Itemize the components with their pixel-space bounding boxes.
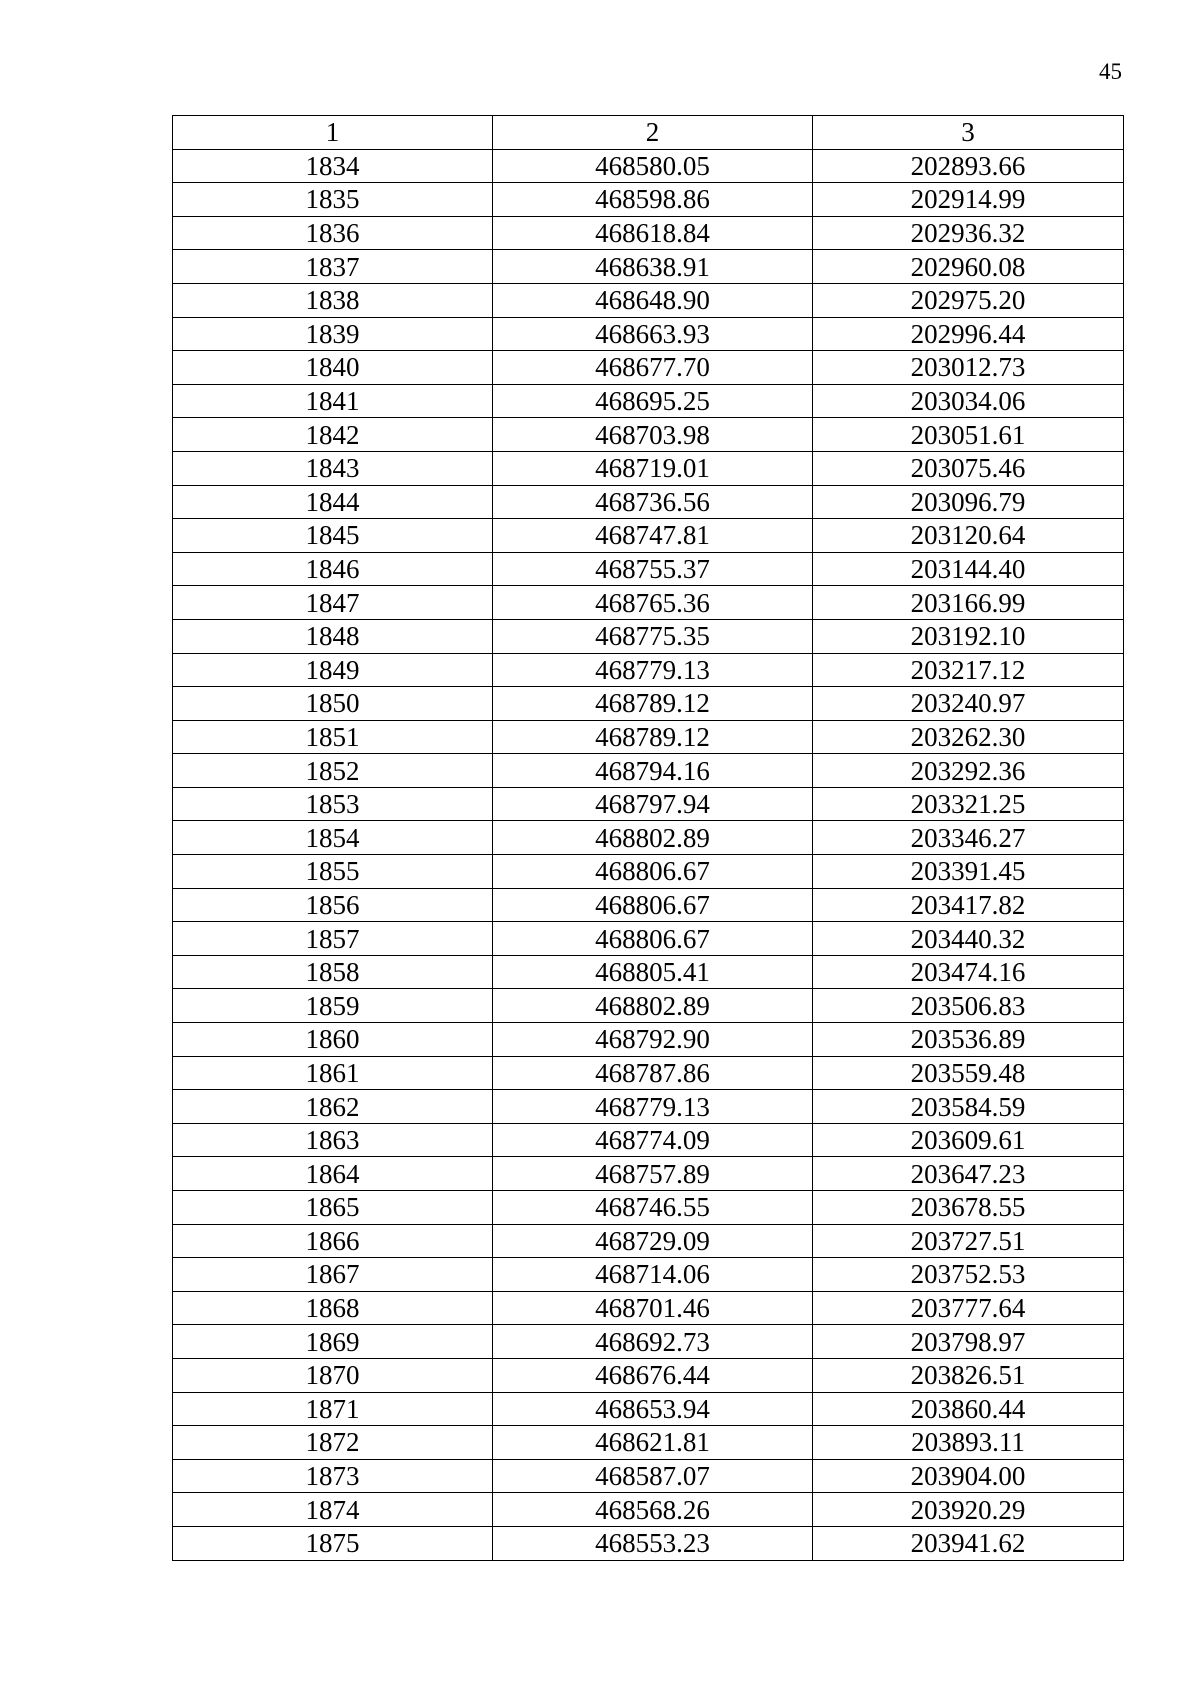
table-row: [173, 1526, 1124, 1560]
x-coordinate-cell: 468729.09: [493, 1224, 813, 1258]
table-row: [173, 1426, 1124, 1460]
x-coordinate-cell: 468792.90: [493, 1023, 813, 1057]
x-coordinate-cell: 468757.89: [493, 1157, 813, 1191]
point-number-cell: 1854: [173, 821, 493, 855]
y-coordinate-cell: 203120.64: [813, 519, 1124, 553]
table-row: [173, 183, 1124, 217]
table-row: [173, 149, 1124, 183]
point-number-cell: 1875: [173, 1526, 493, 1560]
y-coordinate-cell: 202975.20: [813, 283, 1124, 317]
y-coordinate-cell: 203536.89: [813, 1023, 1124, 1057]
x-coordinate-cell: 468774.09: [493, 1123, 813, 1157]
point-number-cell: 1839: [173, 317, 493, 351]
table-row: [173, 1023, 1124, 1057]
point-number-cell: 1852: [173, 754, 493, 788]
table-row: [173, 317, 1124, 351]
table-row: [173, 653, 1124, 687]
x-coordinate-cell: 468797.94: [493, 787, 813, 821]
y-coordinate-cell: 203217.12: [813, 653, 1124, 687]
point-number-cell: 1848: [173, 619, 493, 653]
x-coordinate-cell: 468653.94: [493, 1392, 813, 1426]
point-number-cell: 1837: [173, 250, 493, 284]
point-number-cell: 1859: [173, 989, 493, 1023]
y-coordinate-cell: 202914.99: [813, 183, 1124, 217]
table-row: [173, 687, 1124, 721]
y-coordinate-cell: 203321.25: [813, 787, 1124, 821]
table-row: [173, 216, 1124, 250]
y-coordinate-cell: 203417.82: [813, 888, 1124, 922]
y-coordinate-cell: 203752.53: [813, 1258, 1124, 1292]
point-number-cell: 1863: [173, 1123, 493, 1157]
x-coordinate-cell: 468580.05: [493, 149, 813, 183]
x-coordinate-cell: 468747.81: [493, 519, 813, 553]
table-row: [173, 384, 1124, 418]
point-number-cell: 1842: [173, 418, 493, 452]
x-coordinate-cell: 468598.86: [493, 183, 813, 217]
x-coordinate-cell: 468618.84: [493, 216, 813, 250]
y-coordinate-cell: 203798.97: [813, 1325, 1124, 1359]
table-header-row: [173, 116, 1124, 150]
x-coordinate-cell: 468755.37: [493, 552, 813, 586]
point-number-cell: 1869: [173, 1325, 493, 1359]
x-coordinate-cell: 468779.13: [493, 1090, 813, 1124]
table-row: [173, 519, 1124, 553]
point-number-cell: 1853: [173, 787, 493, 821]
table-row: [173, 855, 1124, 889]
point-number-cell: 1862: [173, 1090, 493, 1124]
table-row: [173, 1459, 1124, 1493]
point-number-cell: 1873: [173, 1459, 493, 1493]
table-row: [173, 888, 1124, 922]
x-coordinate-cell: 468676.44: [493, 1358, 813, 1392]
point-number-cell: 1847: [173, 586, 493, 620]
header-cell-2: 2: [493, 116, 813, 150]
point-number-cell: 1866: [173, 1224, 493, 1258]
y-coordinate-cell: 203440.32: [813, 922, 1124, 956]
point-number-cell: 1836: [173, 216, 493, 250]
x-coordinate-cell: 468677.70: [493, 351, 813, 385]
y-coordinate-cell: 203893.11: [813, 1426, 1124, 1460]
y-coordinate-cell: 203192.10: [813, 619, 1124, 653]
table-body: [173, 116, 1124, 1561]
y-coordinate-cell: 203920.29: [813, 1493, 1124, 1527]
x-coordinate-cell: 468775.35: [493, 619, 813, 653]
x-coordinate-cell: 468802.89: [493, 989, 813, 1023]
point-number-cell: 1841: [173, 384, 493, 418]
point-number-cell: 1851: [173, 720, 493, 754]
x-coordinate-cell: 468736.56: [493, 485, 813, 519]
page-number: 45: [1099, 59, 1122, 84]
x-coordinate-cell: 468765.36: [493, 586, 813, 620]
y-coordinate-cell: 203647.23: [813, 1157, 1124, 1191]
table-row: [173, 283, 1124, 317]
x-coordinate-cell: 468621.81: [493, 1426, 813, 1460]
point-number-cell: 1861: [173, 1056, 493, 1090]
point-number-cell: 1845: [173, 519, 493, 553]
y-coordinate-cell: 203777.64: [813, 1291, 1124, 1325]
x-coordinate-cell: 468779.13: [493, 653, 813, 687]
point-number-cell: 1844: [173, 485, 493, 519]
y-coordinate-cell: 202996.44: [813, 317, 1124, 351]
y-coordinate-cell: 203860.44: [813, 1392, 1124, 1426]
table-row: [173, 1191, 1124, 1225]
y-coordinate-cell: 203904.00: [813, 1459, 1124, 1493]
point-number-cell: 1838: [173, 283, 493, 317]
table-row: [173, 619, 1124, 653]
y-coordinate-cell: 202960.08: [813, 250, 1124, 284]
point-number-cell: 1857: [173, 922, 493, 956]
x-coordinate-cell: 468703.98: [493, 418, 813, 452]
table-row: [173, 1392, 1124, 1426]
table-row: [173, 1358, 1124, 1392]
header-cell-3: 3: [813, 116, 1124, 150]
point-number-cell: 1871: [173, 1392, 493, 1426]
y-coordinate-cell: 203144.40: [813, 552, 1124, 586]
point-number-cell: 1872: [173, 1426, 493, 1460]
x-coordinate-cell: 468787.86: [493, 1056, 813, 1090]
table-row: [173, 1224, 1124, 1258]
point-number-cell: 1864: [173, 1157, 493, 1191]
table-row: [173, 250, 1124, 284]
x-coordinate-cell: 468806.67: [493, 888, 813, 922]
y-coordinate-cell: 203012.73: [813, 351, 1124, 385]
point-number-cell: 1868: [173, 1291, 493, 1325]
y-coordinate-cell: 203941.62: [813, 1526, 1124, 1560]
y-coordinate-cell: 203096.79: [813, 485, 1124, 519]
y-coordinate-cell: 203075.46: [813, 451, 1124, 485]
x-coordinate-cell: 468663.93: [493, 317, 813, 351]
table-row: [173, 586, 1124, 620]
x-coordinate-cell: 468746.55: [493, 1191, 813, 1225]
header-cell-1: 1: [173, 116, 493, 150]
y-coordinate-cell: 202893.66: [813, 149, 1124, 183]
y-coordinate-cell: 203051.61: [813, 418, 1124, 452]
point-number-cell: 1874: [173, 1493, 493, 1527]
point-number-cell: 1870: [173, 1358, 493, 1392]
x-coordinate-cell: 468802.89: [493, 821, 813, 855]
table-row: [173, 418, 1124, 452]
table-row: [173, 1090, 1124, 1124]
y-coordinate-cell: 203609.61: [813, 1123, 1124, 1157]
table-row: [173, 754, 1124, 788]
point-number-cell: 1850: [173, 687, 493, 721]
coordinates-table: [172, 115, 1124, 1561]
y-coordinate-cell: 203262.30: [813, 720, 1124, 754]
x-coordinate-cell: 468587.07: [493, 1459, 813, 1493]
y-coordinate-cell: 203240.97: [813, 687, 1124, 721]
point-number-cell: 1865: [173, 1191, 493, 1225]
y-coordinate-cell: 203292.36: [813, 754, 1124, 788]
y-coordinate-cell: 203826.51: [813, 1358, 1124, 1392]
point-number-cell: 1858: [173, 955, 493, 989]
table-row: [173, 955, 1124, 989]
y-coordinate-cell: 203559.48: [813, 1056, 1124, 1090]
y-coordinate-cell: 202936.32: [813, 216, 1124, 250]
point-number-cell: 1843: [173, 451, 493, 485]
table-row: [173, 720, 1124, 754]
table-row: [173, 1056, 1124, 1090]
point-number-cell: 1860: [173, 1023, 493, 1057]
table-row: [173, 922, 1124, 956]
x-coordinate-cell: 468701.46: [493, 1291, 813, 1325]
x-coordinate-cell: 468648.90: [493, 283, 813, 317]
point-number-cell: 1855: [173, 855, 493, 889]
x-coordinate-cell: 468695.25: [493, 384, 813, 418]
y-coordinate-cell: 203678.55: [813, 1191, 1124, 1225]
point-number-cell: 1856: [173, 888, 493, 922]
point-number-cell: 1849: [173, 653, 493, 687]
x-coordinate-cell: 468714.06: [493, 1258, 813, 1292]
table-row: [173, 1258, 1124, 1292]
y-coordinate-cell: 203584.59: [813, 1090, 1124, 1124]
table-row: [173, 1493, 1124, 1527]
x-coordinate-cell: 468789.12: [493, 687, 813, 721]
y-coordinate-cell: 203506.83: [813, 989, 1124, 1023]
table-row: [173, 1157, 1124, 1191]
point-number-cell: 1840: [173, 351, 493, 385]
y-coordinate-cell: 203391.45: [813, 855, 1124, 889]
y-coordinate-cell: 203727.51: [813, 1224, 1124, 1258]
table-row: [173, 787, 1124, 821]
x-coordinate-cell: 468806.67: [493, 855, 813, 889]
table-row: [173, 1325, 1124, 1359]
x-coordinate-cell: 468794.16: [493, 754, 813, 788]
table-row: [173, 485, 1124, 519]
y-coordinate-cell: 203166.99: [813, 586, 1124, 620]
x-coordinate-cell: 468568.26: [493, 1493, 813, 1527]
point-number-cell: 1835: [173, 183, 493, 217]
table-row: [173, 989, 1124, 1023]
y-coordinate-cell: 203346.27: [813, 821, 1124, 855]
point-number-cell: 1867: [173, 1258, 493, 1292]
point-number-cell: 1846: [173, 552, 493, 586]
x-coordinate-cell: 468719.01: [493, 451, 813, 485]
x-coordinate-cell: 468805.41: [493, 955, 813, 989]
table-row: [173, 451, 1124, 485]
x-coordinate-cell: 468553.23: [493, 1526, 813, 1560]
table-row: [173, 1123, 1124, 1157]
x-coordinate-cell: 468789.12: [493, 720, 813, 754]
x-coordinate-cell: 468638.91: [493, 250, 813, 284]
table-row: [173, 821, 1124, 855]
y-coordinate-cell: 203474.16: [813, 955, 1124, 989]
x-coordinate-cell: 468806.67: [493, 922, 813, 956]
table-row: [173, 351, 1124, 385]
point-number-cell: 1834: [173, 149, 493, 183]
x-coordinate-cell: 468692.73: [493, 1325, 813, 1359]
table-row: [173, 1291, 1124, 1325]
y-coordinate-cell: 203034.06: [813, 384, 1124, 418]
table-row: [173, 552, 1124, 586]
